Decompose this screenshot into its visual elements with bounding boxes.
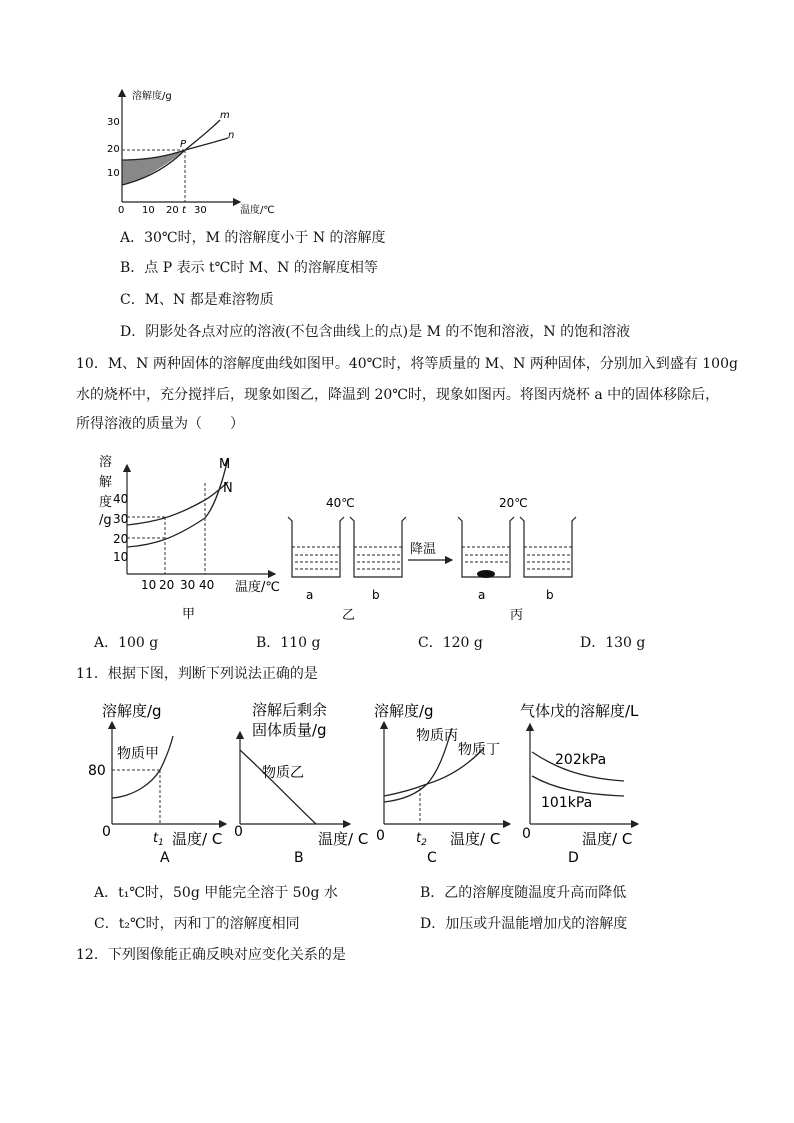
q10-ylabel-1: 溶 <box>99 455 113 470</box>
q11-graph-a <box>88 698 240 868</box>
q11-option-a: A．t₁℃时，50g 甲能完全溶于 50g 水 <box>94 885 338 901</box>
q11a-series: 物质甲 <box>117 746 159 762</box>
q10-xtick: 40 <box>199 578 215 592</box>
q9-ylabel: 溶解度/g <box>132 91 172 102</box>
q10-label-m: M <box>219 457 231 472</box>
q11a-caption: A <box>160 850 170 866</box>
q10-arrow-label: 降温 <box>410 542 437 557</box>
q9-option-c: C．M、N 都是难溶物质 <box>120 292 274 308</box>
beaker-bing-b <box>520 517 576 577</box>
q11a-ytick: 80 <box>88 763 106 779</box>
q11d-series-202: 202kPa <box>555 752 607 768</box>
q10-xtick: 10 <box>141 578 157 592</box>
q11d-ylabel: 气体戊的溶解度/L <box>520 702 639 720</box>
q10-caption-yi: 乙 <box>342 608 356 623</box>
q9-option-d: D．阴影处各点对应的溶液(不包含曲线上的点)是 M 的不饱和溶液，N 的饱和溶液 <box>120 324 631 340</box>
q11d-series-101: 101kPa <box>541 795 593 811</box>
q11c-caption: C <box>427 850 437 866</box>
q10-stem-line2: 水的烧杯中，充分搅拌后，现象如图乙，降温到 20℃时，现象如图丙。将图丙烧杯 a 中的固体移除后， <box>76 387 720 403</box>
q9-solubility-chart <box>100 80 280 220</box>
q9-xtick: 20 <box>166 205 179 216</box>
q11b-xlabel: 温度/ C <box>318 830 369 848</box>
q11-option-d: D．加压或升温能增加戊的溶解度 <box>420 916 628 932</box>
q11c-ylabel: 溶解度/g <box>374 702 434 720</box>
q9-ytick: 20 <box>107 144 120 155</box>
q9-shaded-region <box>122 150 185 185</box>
q11-option-c: C．t₂℃时，丙和丁的溶解度相同 <box>94 916 300 932</box>
q9-xtick: 0 <box>118 205 125 216</box>
q11b-curve <box>240 750 316 824</box>
q10-ytick: 40 <box>113 492 129 506</box>
beaker-bing-a <box>458 517 514 578</box>
q11c-origin: 0 <box>376 828 385 844</box>
q11d-origin: 0 <box>522 826 531 842</box>
q11c-xlabel: 温度/ C <box>450 830 501 848</box>
q10-label-n: N <box>223 481 233 496</box>
q10-bing-b: b <box>546 588 554 602</box>
q11d-caption: D <box>568 850 579 866</box>
q10-bing-temp: 20℃ <box>499 496 528 510</box>
q11c-xtick: $t_2$ <box>416 831 427 848</box>
q11a-ylabel: 溶解度/g <box>102 702 162 720</box>
q9-ytick: 30 <box>107 117 120 128</box>
beaker-yi-a <box>288 517 344 577</box>
q11a-origin: 0 <box>102 824 111 840</box>
q10-curve-n <box>127 482 228 525</box>
q11b-ylabel-1: 溶解后剩余 <box>252 701 328 719</box>
q11b-series: 物质乙 <box>262 765 304 781</box>
q9-ytick: 10 <box>107 168 120 179</box>
q10-yi-temp: 40℃ <box>326 496 355 510</box>
q9-xlabel: 温度/℃ <box>240 205 275 216</box>
q10-ytick: 20 <box>113 532 129 546</box>
q10-ylabel-3: 度 <box>99 495 113 510</box>
q10-curve-m <box>127 457 231 547</box>
q9-xtick: 10 <box>142 205 155 216</box>
q11-option-b: B．乙的溶解度随温度升高而降低 <box>420 885 627 901</box>
q9-label-p: P <box>180 139 187 150</box>
q10-option-d: D．130 g <box>580 635 646 651</box>
q11-graph-b <box>228 698 368 868</box>
q11b-origin: 0 <box>234 824 243 840</box>
q10-stem-line3: 所得溶液的质量为（ ） <box>76 416 244 432</box>
q11a-xtick: $t_1$ <box>153 831 164 848</box>
q11-graph-c <box>372 698 522 868</box>
q11d-curve-101 <box>532 776 624 796</box>
q11c-series-bing: 物质丙 <box>416 728 458 744</box>
q10-ytick: 10 <box>113 550 129 564</box>
q9-xtick: 30 <box>194 205 207 216</box>
q10-yi-b: b <box>372 588 380 602</box>
q10-caption-jia: 甲 <box>182 607 196 622</box>
q10-ylabel-2: 解 <box>99 475 113 490</box>
q9-option-a: A．30℃时，M 的溶解度小于 N 的溶解度 <box>120 230 386 246</box>
q10-option-c: C．120 g <box>418 635 483 651</box>
q10-chart-jia <box>95 450 285 625</box>
q10-xtick: 30 <box>180 578 196 592</box>
q9-xtick: t <box>182 205 186 216</box>
q10-ylabel-4: /g <box>99 513 112 528</box>
q9-label-m: m <box>220 110 230 121</box>
q11d-xlabel: 温度/ C <box>582 830 633 848</box>
beaker-yi-b <box>350 517 406 577</box>
q10-xtick: 20 <box>159 578 175 592</box>
q11-graph-d <box>518 698 668 868</box>
q10-yi-a: a <box>306 588 314 602</box>
q9-option-b: B．点 P 表示 t℃时 M、N 的溶解度相等 <box>120 260 378 276</box>
q10-caption-bing: 丙 <box>510 608 524 623</box>
q10-option-b: B．110 g <box>256 635 321 651</box>
precipitate <box>477 570 495 578</box>
q11-stem: 11．根据下图，判断下列说法正确的是 <box>76 666 318 682</box>
q11b-caption: B <box>294 850 304 866</box>
q10-stem-line1: 10．M、N 两种固体的溶解度曲线如图甲。40℃时，将等质量的 M、N 两种固体，分别加入到盛有 100g <box>76 356 738 372</box>
q10-bing-a: a <box>478 588 486 602</box>
q12-stem: 12．下列图像能正确反映对应变化关系的是 <box>76 947 346 963</box>
q9-label-n: n <box>228 130 235 141</box>
q10-beakers <box>280 485 590 625</box>
q10-ytick: 30 <box>113 512 129 526</box>
q11b-ylabel-2: 固体质量/g <box>252 721 327 739</box>
q11c-series-ding: 物质丁 <box>458 742 500 758</box>
q10-xlabel: 温度/℃ <box>235 580 280 595</box>
q11a-xlabel: 温度/ C <box>172 830 223 848</box>
q10-option-a: A．100 g <box>94 635 159 651</box>
